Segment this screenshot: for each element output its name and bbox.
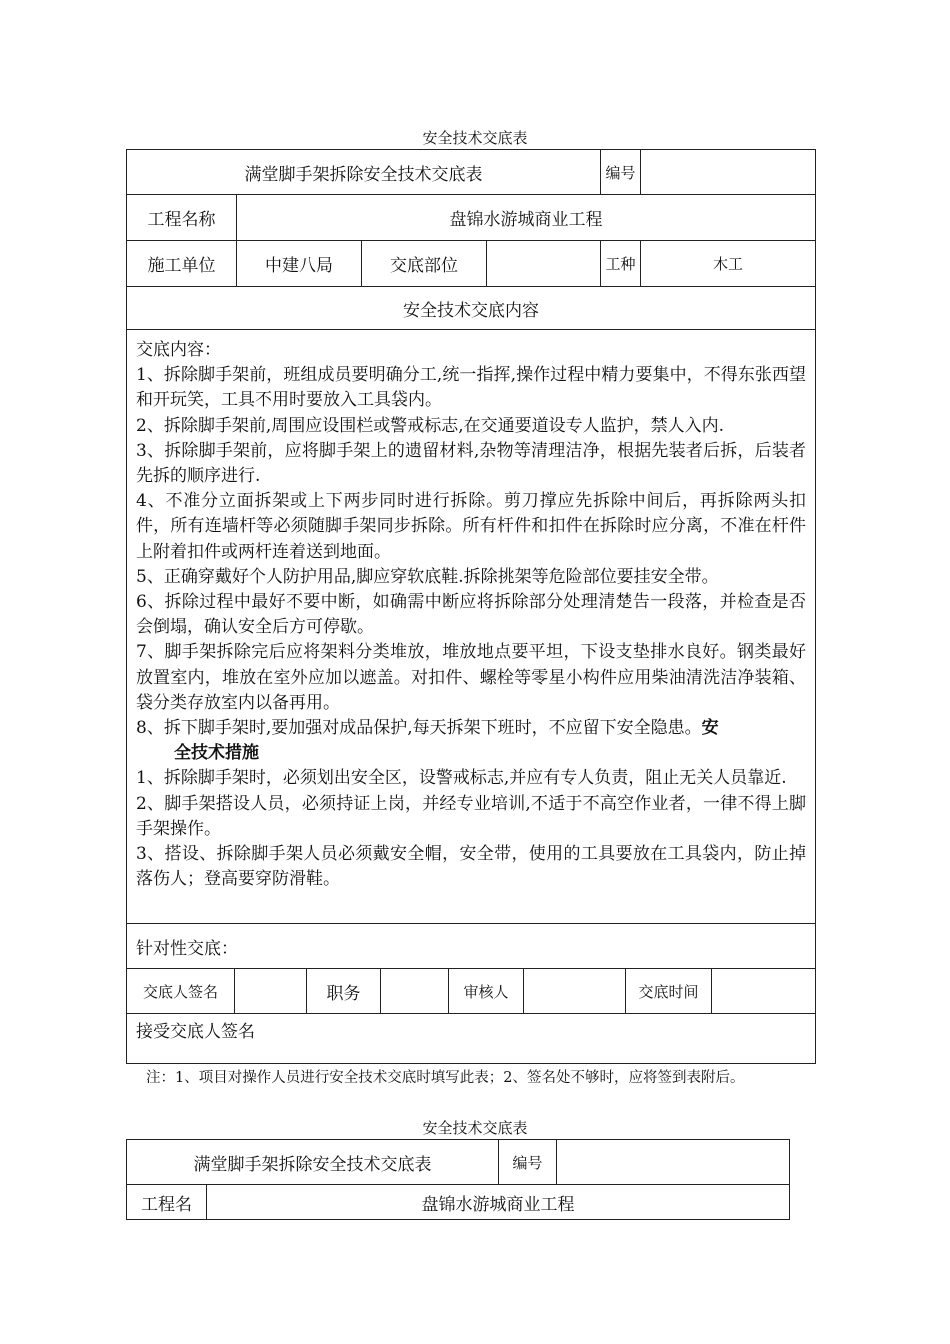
line-8-text: 8、拆下脚手架时,要加强对成品保护,每天拆架下班时，不应留下安全隐患。 bbox=[136, 718, 702, 739]
content-line: 3、拆除脚手架前，应将脚手架上的遗留材料,杂物等清理洁净，根据先装者后拆，后装者先拆的顺序进行. bbox=[136, 440, 807, 487]
receiver-signature-field[interactable]: 接受交底人签名 bbox=[127, 1014, 816, 1064]
content-line: 6、拆除过程中最好不要中断，如确需中断应将拆除部分处理清楚告一段落，并检查是否会倒塌，确认安全后方可停歇。 bbox=[136, 592, 807, 638]
form-header-title: 满堂脚手架拆除安全技术交底表 bbox=[127, 150, 601, 195]
reviewer-field[interactable] bbox=[524, 969, 626, 1014]
measures-line: 1、拆除脚手架时，必须划出安全区，设警戒标志,并应有专人负责，阻止无关人员靠近. bbox=[136, 768, 787, 789]
form2-project-name-value: 盘锦水游城商业工程 bbox=[207, 1185, 790, 1220]
content-line-8 bbox=[136, 716, 806, 741]
form2-header-title: 满堂脚手架拆除安全技术交底表 bbox=[127, 1140, 499, 1185]
measures-heading: 全技术措施 bbox=[174, 743, 259, 764]
page-title: 安全技术交底表 bbox=[422, 129, 528, 147]
position-field[interactable] bbox=[381, 969, 449, 1014]
page-title-2: 安全技术交底表 bbox=[422, 1119, 528, 1137]
project-name-label: 工程名称 bbox=[127, 195, 237, 241]
footnote: 注：1、项目对操作人员进行安全技术交底时填写此表；2、签名处不够时，应将签到表附后。 bbox=[146, 1070, 745, 1086]
position-label: 职务 bbox=[307, 969, 381, 1014]
signature-row bbox=[126, 968, 816, 1064]
content-line: 7、脚手架拆除完后应将架料分类堆放，堆放地点要平坦，下设支垫排水良好。钢类最好放置室内，堆放在室外应加以遮盖。对扣件、螺栓等零星小构件应用柴油清洗洁净装箱、袋分类存放室内以备再用。 bbox=[136, 642, 807, 713]
briefer-signature-field[interactable] bbox=[235, 969, 307, 1014]
safety-briefing-form-2 bbox=[126, 1139, 790, 1220]
project-name-value: 盘锦水游城商业工程 bbox=[237, 195, 816, 241]
content-line: 4、不准分立面拆架或上下两步同时进行拆除。剪刀撑应先拆除中间后，再拆除两头扣件，所有连墙杆等必须随脚手架同步拆除。所有杆件和扣件在拆除时应分离，不准在杆件上附着扣件或两杆连着送到地面。 bbox=[136, 491, 807, 562]
briefing-location-field[interactable] bbox=[487, 241, 601, 287]
briefing-location-label: 交底部位 bbox=[362, 241, 487, 287]
trade-value: 木工 bbox=[641, 241, 816, 287]
form2-number-label: 编号 bbox=[499, 1140, 557, 1185]
measures-heading-start: 安 bbox=[701, 718, 719, 739]
form2-project-name-label: 工程名 bbox=[127, 1185, 207, 1220]
briefer-signature-label: 交底人签名 bbox=[127, 969, 235, 1014]
content-line: 5、正确穿戴好个人防护用品,脚应穿软底鞋.拆除挑架等危险部位要挂安全带。 bbox=[136, 566, 719, 587]
content-line: 1、拆除脚手架前，班组成员要明确分工,统一指挥,操作过程中精力要集中，不得东张西望和开玩笑，工具不用时要放入工具袋内。 bbox=[136, 365, 807, 411]
targeted-briefing-field[interactable]: 针对性交底： bbox=[127, 924, 816, 969]
briefing-content bbox=[127, 330, 816, 924]
briefing-time-field[interactable] bbox=[712, 969, 816, 1014]
content-line: 2、拆除脚手架前,周围应设围栏或警戒标志,在交通要道设专人监护，禁人入内. bbox=[136, 415, 725, 436]
measures-line: 2、脚手架搭设人员，必须持证上岗，并经专业培训,不适于不高空作业者，一律不得上脚手架操作。 bbox=[136, 793, 807, 839]
number-field[interactable] bbox=[641, 150, 816, 195]
trade-label: 工种 bbox=[601, 241, 641, 287]
construction-unit-value: 中建八局 bbox=[237, 241, 362, 287]
briefing-time-label: 交底时间 bbox=[626, 969, 712, 1014]
measures-line: 3、搭设、拆除脚手架人员必须戴安全帽，安全带，使用的工具要放在工具袋内，防止掉落伤人；登高要穿防滑鞋。 bbox=[136, 844, 807, 890]
safety-briefing-form bbox=[126, 149, 816, 969]
construction-unit-label: 施工单位 bbox=[127, 241, 237, 287]
content-line: 交底内容： bbox=[136, 340, 221, 360]
number-label: 编号 bbox=[601, 150, 641, 195]
content-section-title: 安全技术交底内容 bbox=[127, 287, 816, 330]
reviewer-label: 审核人 bbox=[449, 969, 524, 1014]
form2-number-field[interactable] bbox=[557, 1140, 790, 1185]
